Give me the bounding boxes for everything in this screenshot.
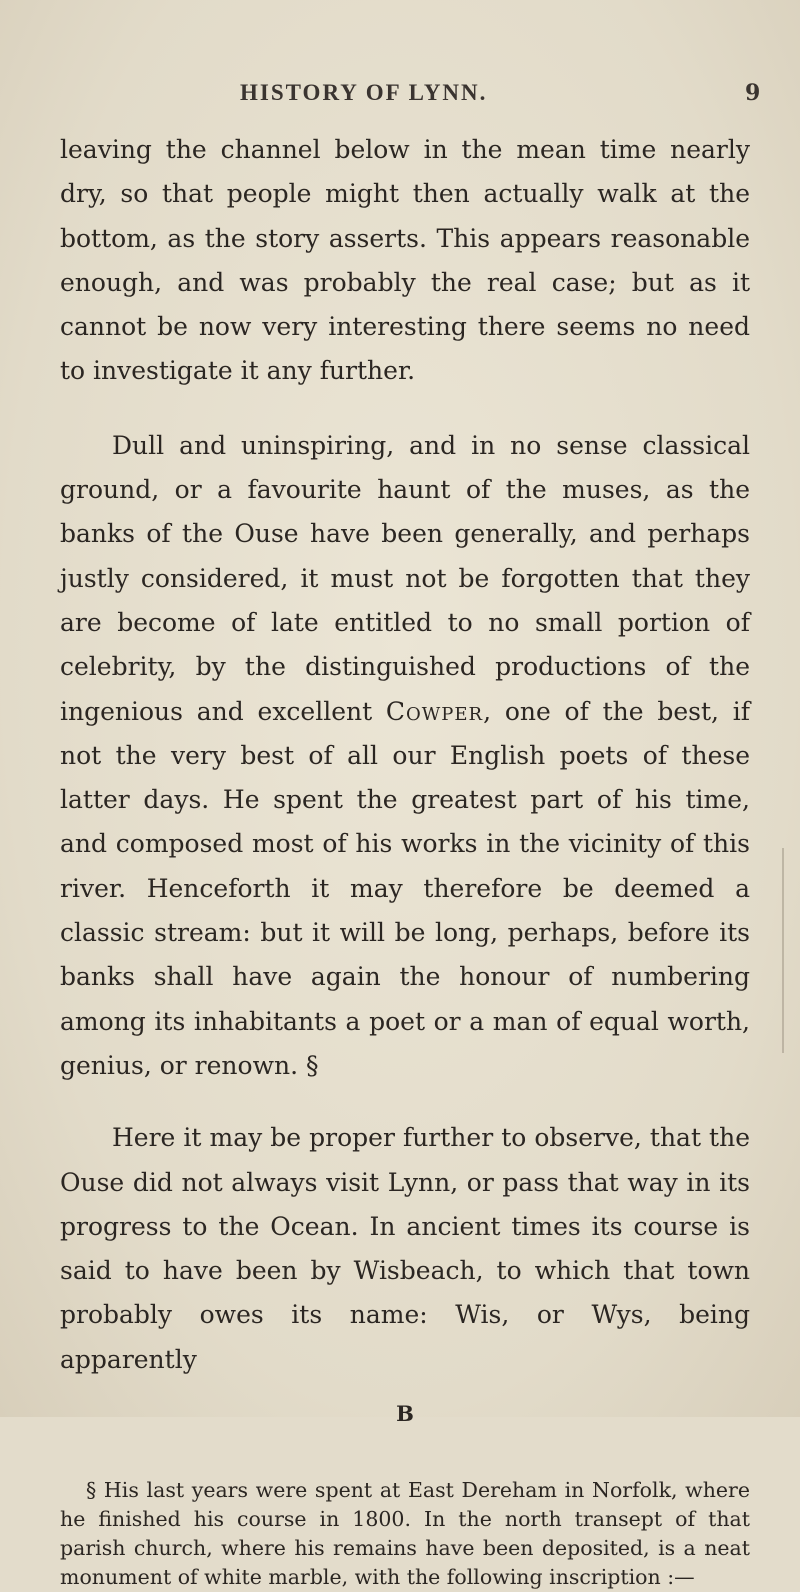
page-body [60,128,750,1592]
signature-mark: B [396,1401,414,1427]
author-name: Cowper [385,696,484,726]
paragraph-text-end: , one of the best, if not the very best of all our English poets of these latter days. He spent the greatest part of his time, and composed most of his works in the vicinity of this river. Henceforth it may therefore be deemed a classic stream: but it will be long, perhaps, before its banks shall have again the honour of numbering among its inhabitants a poet or a man of equal worth, genius, or renown. § [60,696,750,1080]
margin-mark [782,848,784,1053]
paragraph-text: Here it may be proper further to observe, that the Ouse did not always visit Lynn, or pass that way in its progress to the Ocean. In ancient times its course is said to have been by Wisbeach, to which that town probably owes its name: Wis, or Wys, being apparently [60,1123,750,1374]
page-header [0,80,800,120]
paragraph-ouse [60,1116,750,1382]
paragraph-continued [60,128,750,394]
paragraph-text-start: Dull and uninspiring, and in no sense classical ground, or a favourite haunt of the muses, as the banks of the Ouse have been generally, and perhaps justly considered, it must not be forgotten that they are become of late entitled to no small portion of celebrity, by the distinguished productions of the ingenious and excellent [60,430,750,726]
running-head: HISTORY OF LYNN. [240,80,488,105]
page-number: 9 [745,80,761,106]
footnote: § His last years were spent at East Dereham in Norfolk, where he finished his course in 1800. In the north transept of that parish church, where his remains have been deposited, is a neat monument of white marble, with the following inscription :— [60,1478,750,1590]
paragraph-cowper [60,424,750,1088]
paragraph-text: leaving the channel below in the mean time nearly dry, so that people might then actually walk at the bottom, as the story asserts. This appears reasonable enough, and was probably the real case; but as it cannot be now very interesting there seems no need to investigate it any further. [60,135,750,386]
